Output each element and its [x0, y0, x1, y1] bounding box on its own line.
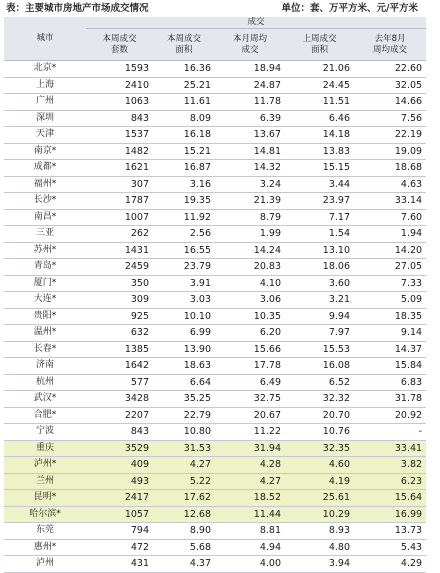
- cell-last-week-area: 23.97: [285, 193, 354, 210]
- cell-city: 青岛*: [4, 259, 86, 276]
- cell-last-week-area: 4.60: [285, 457, 354, 474]
- cell-last-year-aug: 22.60: [354, 61, 426, 78]
- cell-weekly-area: 15.21: [153, 143, 215, 160]
- cell-monthly-avg: 10.35: [215, 308, 285, 325]
- cell-last-week-area: 1.54: [285, 226, 354, 243]
- cell-monthly-avg: 4.10: [215, 275, 285, 292]
- cell-last-year-aug: 4.63: [354, 176, 426, 193]
- table-row: [4, 358, 426, 375]
- cell-monthly-avg: 21.39: [215, 193, 285, 210]
- cell-weekly-units: 309: [86, 292, 153, 309]
- cell-weekly-area: 6.99: [153, 325, 215, 342]
- cell-last-year-aug: 15.64: [354, 490, 426, 507]
- cell-last-year-aug: 22.19: [354, 127, 426, 144]
- table-row: [4, 275, 426, 292]
- cell-city: 宁波: [4, 424, 86, 441]
- cell-weekly-area: 11.61: [153, 94, 215, 111]
- cell-last-year-aug: 7.56: [354, 110, 426, 127]
- cell-weekly-area: 16.55: [153, 242, 215, 259]
- cell-last-week-area: 20.70: [285, 407, 354, 424]
- cell-last-week-area: 11.51: [285, 94, 354, 111]
- cell-city: 兰州: [4, 473, 86, 490]
- cell-city: 杭州: [4, 374, 86, 391]
- cell-monthly-avg: 14.24: [215, 242, 285, 259]
- cell-city: 大连*: [4, 292, 86, 309]
- cell-weekly-units: 794: [86, 523, 153, 540]
- cell-weekly-area: 5.68: [153, 539, 215, 556]
- cell-city: 深圳: [4, 110, 86, 127]
- table-row: [4, 424, 426, 441]
- cell-weekly-units: 2459: [86, 259, 153, 276]
- cell-last-year-aug: 5.09: [354, 292, 426, 309]
- cell-last-year-aug: -: [354, 424, 426, 441]
- cell-weekly-area: 4.27: [153, 457, 215, 474]
- table-row: [4, 473, 426, 490]
- table-row: [4, 325, 426, 342]
- cell-city: 成都*: [4, 160, 86, 177]
- cell-monthly-avg: 17.78: [215, 358, 285, 375]
- cell-monthly-avg: 3.24: [215, 176, 285, 193]
- cell-weekly-units: 843: [86, 424, 153, 441]
- cell-weekly-area: 10.10: [153, 308, 215, 325]
- cell-last-week-area: 15.15: [285, 160, 354, 177]
- cell-last-week-area: 18.06: [285, 259, 354, 276]
- cell-weekly-units: 632: [86, 325, 153, 342]
- cell-weekly-area: 5.22: [153, 473, 215, 490]
- cell-weekly-area: 35.25: [153, 391, 215, 408]
- table-body: [4, 61, 426, 573]
- cell-weekly-units: 3428: [86, 391, 153, 408]
- cell-last-year-aug: 5.43: [354, 539, 426, 556]
- table-row: [4, 539, 426, 556]
- table-row: [4, 259, 426, 276]
- cell-last-year-aug: 7.33: [354, 275, 426, 292]
- header-city: 城市: [4, 17, 86, 61]
- cell-city: 惠州*: [4, 539, 86, 556]
- cell-last-year-aug: 16.99: [354, 506, 426, 523]
- cell-last-week-area: 32.35: [285, 440, 354, 457]
- table-row: [4, 457, 426, 474]
- cell-last-week-area: 4.80: [285, 539, 354, 556]
- caption-unit: 单位：套、万平方米、元/平方米: [281, 3, 418, 14]
- table-row: [4, 176, 426, 193]
- cell-city: 北京*: [4, 61, 86, 78]
- cell-last-week-area: 6.46: [285, 110, 354, 127]
- cell-monthly-avg: 18.94: [215, 61, 285, 78]
- cell-weekly-units: 472: [86, 539, 153, 556]
- cell-weekly-units: 1063: [86, 94, 153, 111]
- cell-last-year-aug: 33.41: [354, 440, 426, 457]
- table-row: [4, 391, 426, 408]
- cell-monthly-avg: 14.81: [215, 143, 285, 160]
- cell-weekly-units: 1482: [86, 143, 153, 160]
- cell-last-week-area: 16.08: [285, 358, 354, 375]
- table-row: [4, 193, 426, 210]
- cell-monthly-avg: 4.00: [215, 556, 285, 573]
- cell-monthly-avg: 11.44: [215, 506, 285, 523]
- table-row: [4, 226, 426, 243]
- cell-last-year-aug: 18.35: [354, 308, 426, 325]
- cell-monthly-avg: 8.79: [215, 209, 285, 226]
- cell-monthly-avg: 11.78: [215, 94, 285, 111]
- cell-last-week-area: 9.94: [285, 308, 354, 325]
- header-last-year-aug: 去年8月 周均成交: [354, 29, 426, 61]
- table-row: [4, 94, 426, 111]
- cell-weekly-area: 18.63: [153, 358, 215, 375]
- caption-title: 表：主要城市房地产市场成交情况: [6, 3, 149, 14]
- table-row: [4, 127, 426, 144]
- cell-weekly-area: 8.90: [153, 523, 215, 540]
- cell-monthly-avg: 24.87: [215, 77, 285, 94]
- cell-city: 南昌*: [4, 209, 86, 226]
- cell-city: 广州: [4, 94, 86, 111]
- cell-last-week-area: 13.83: [285, 143, 354, 160]
- cell-weekly-area: 25.21: [153, 77, 215, 94]
- cell-city: 长春*: [4, 341, 86, 358]
- cell-weekly-units: 2410: [86, 77, 153, 94]
- cell-last-year-aug: 9.14: [354, 325, 426, 342]
- cell-city: 泸州*: [4, 457, 86, 474]
- cell-last-year-aug: 14.37: [354, 341, 426, 358]
- cell-last-week-area: 8.93: [285, 523, 354, 540]
- cell-monthly-avg: 32.75: [215, 391, 285, 408]
- table-row: [4, 160, 426, 177]
- cell-weekly-units: 843: [86, 110, 153, 127]
- table-row: [4, 292, 426, 309]
- table-header: [4, 17, 426, 61]
- table-row: [4, 308, 426, 325]
- header-weekly-units: 本周成交 套数: [86, 29, 153, 61]
- cell-last-week-area: 3.60: [285, 275, 354, 292]
- cell-weekly-area: 4.37: [153, 556, 215, 573]
- cell-monthly-avg: 15.66: [215, 341, 285, 358]
- cell-weekly-area: 31.53: [153, 440, 215, 457]
- cell-weekly-units: 431: [86, 556, 153, 573]
- cell-weekly-units: 1057: [86, 506, 153, 523]
- cell-city: 南京*: [4, 143, 86, 160]
- cell-monthly-avg: 4.94: [215, 539, 285, 556]
- table-row: [4, 242, 426, 259]
- cell-weekly-area: 12.68: [153, 506, 215, 523]
- cell-weekly-area: 6.64: [153, 374, 215, 391]
- cell-last-week-area: 6.52: [285, 374, 354, 391]
- cell-last-year-aug: 15.84: [354, 358, 426, 375]
- cell-last-year-aug: 32.05: [354, 77, 426, 94]
- cell-weekly-area: 16.18: [153, 127, 215, 144]
- table-caption: [6, 2, 436, 16]
- cell-monthly-avg: 3.06: [215, 292, 285, 309]
- cell-weekly-units: 262: [86, 226, 153, 243]
- table-row: [4, 143, 426, 160]
- cell-weekly-area: 16.87: [153, 160, 215, 177]
- cell-last-year-aug: 1.94: [354, 226, 426, 243]
- cell-weekly-area: 11.92: [153, 209, 215, 226]
- cell-weekly-units: 1537: [86, 127, 153, 144]
- cell-weekly-area: 13.90: [153, 341, 215, 358]
- cell-last-week-area: 7.17: [285, 209, 354, 226]
- cell-weekly-area: 16.36: [153, 61, 215, 78]
- cell-last-year-aug: 13.73: [354, 523, 426, 540]
- transactions-table: [4, 17, 426, 573]
- cell-weekly-units: 1642: [86, 358, 153, 375]
- cell-city: 合肥*: [4, 407, 86, 424]
- cell-city: 厦门*: [4, 275, 86, 292]
- cell-last-year-aug: 7.60: [354, 209, 426, 226]
- cell-monthly-avg: 31.94: [215, 440, 285, 457]
- cell-monthly-avg: 14.32: [215, 160, 285, 177]
- cell-monthly-avg: 13.67: [215, 127, 285, 144]
- cell-last-year-aug: 6.83: [354, 374, 426, 391]
- header-monthly-avg: 本月周均 成交: [215, 29, 285, 61]
- cell-last-year-aug: 27.05: [354, 259, 426, 276]
- cell-monthly-avg: 4.27: [215, 473, 285, 490]
- cell-last-week-area: 25.61: [285, 490, 354, 507]
- cell-city: 东莞: [4, 523, 86, 540]
- cell-last-week-area: 32.32: [285, 391, 354, 408]
- cell-weekly-units: 1787: [86, 193, 153, 210]
- cell-weekly-area: 19.35: [153, 193, 215, 210]
- cell-monthly-avg: 8.81: [215, 523, 285, 540]
- cell-last-week-area: 10.76: [285, 424, 354, 441]
- cell-weekly-area: 23.79: [153, 259, 215, 276]
- cell-last-year-aug: 6.23: [354, 473, 426, 490]
- cell-weekly-units: 307: [86, 176, 153, 193]
- cell-last-year-aug: 3.82: [354, 457, 426, 474]
- cell-last-week-area: 14.18: [285, 127, 354, 144]
- table-row: [4, 490, 426, 507]
- cell-city: 温州*: [4, 325, 86, 342]
- cell-last-week-area: 15.53: [285, 341, 354, 358]
- cell-weekly-units: 1007: [86, 209, 153, 226]
- cell-last-year-aug: 33.14: [354, 193, 426, 210]
- cell-city: 苏州*: [4, 242, 86, 259]
- cell-last-year-aug: 20.92: [354, 407, 426, 424]
- table-row: [4, 77, 426, 94]
- cell-weekly-area: 3.91: [153, 275, 215, 292]
- cell-city: 重庆: [4, 440, 86, 457]
- table-row: [4, 556, 426, 573]
- cell-last-year-aug: 19.09: [354, 143, 426, 160]
- cell-weekly-units: 577: [86, 374, 153, 391]
- cell-last-week-area: 24.45: [285, 77, 354, 94]
- cell-city: 天津: [4, 127, 86, 144]
- cell-city: 武汉*: [4, 391, 86, 408]
- cell-city: 昆明*: [4, 490, 86, 507]
- cell-weekly-units: 350: [86, 275, 153, 292]
- cell-weekly-units: 493: [86, 473, 153, 490]
- cell-weekly-units: 1385: [86, 341, 153, 358]
- cell-weekly-area: 2.56: [153, 226, 215, 243]
- cell-last-week-area: 3.21: [285, 292, 354, 309]
- cell-city: 济南: [4, 358, 86, 375]
- cell-last-week-area: 21.06: [285, 61, 354, 78]
- cell-last-year-aug: 14.66: [354, 94, 426, 111]
- cell-weekly-units: 925: [86, 308, 153, 325]
- table-row: [4, 374, 426, 391]
- cell-weekly-area: 10.80: [153, 424, 215, 441]
- cell-city: 三亚: [4, 226, 86, 243]
- cell-weekly-units: 3529: [86, 440, 153, 457]
- cell-last-week-area: 4.19: [285, 473, 354, 490]
- cell-weekly-area: 3.03: [153, 292, 215, 309]
- cell-city: 泸州: [4, 556, 86, 573]
- cell-last-week-area: 3.44: [285, 176, 354, 193]
- cell-last-year-aug: 31.78: [354, 391, 426, 408]
- table-row: [4, 523, 426, 540]
- cell-last-year-aug: 18.68: [354, 160, 426, 177]
- cell-last-year-aug: 4.29: [354, 556, 426, 573]
- table-row: [4, 209, 426, 226]
- table-row: [4, 341, 426, 358]
- cell-monthly-avg: 6.20: [215, 325, 285, 342]
- cell-city: 福州*: [4, 176, 86, 193]
- table-row: [4, 407, 426, 424]
- cell-city: 哈尔滨*: [4, 506, 86, 523]
- cell-weekly-units: 1593: [86, 61, 153, 78]
- cell-weekly-area: 17.62: [153, 490, 215, 507]
- table-row: [4, 506, 426, 523]
- cell-weekly-units: 1621: [86, 160, 153, 177]
- header-group-transactions: 成交: [86, 17, 426, 29]
- cell-monthly-avg: 4.28: [215, 457, 285, 474]
- table-row: [4, 440, 426, 457]
- cell-city: 贵阳*: [4, 308, 86, 325]
- cell-last-year-aug: 14.20: [354, 242, 426, 259]
- cell-weekly-area: 3.16: [153, 176, 215, 193]
- cell-monthly-avg: 20.67: [215, 407, 285, 424]
- cell-last-week-area: 7.97: [285, 325, 354, 342]
- cell-last-week-area: 3.94: [285, 556, 354, 573]
- cell-monthly-avg: 6.49: [215, 374, 285, 391]
- cell-last-week-area: 10.29: [285, 506, 354, 523]
- cell-monthly-avg: 11.22: [215, 424, 285, 441]
- cell-weekly-units: 2417: [86, 490, 153, 507]
- cell-monthly-avg: 1.99: [215, 226, 285, 243]
- cell-weekly-area: 22.79: [153, 407, 215, 424]
- cell-weekly-units: 1431: [86, 242, 153, 259]
- cell-weekly-units: 2207: [86, 407, 153, 424]
- header-weekly-area: 本周成交 面积: [153, 29, 215, 61]
- cell-monthly-avg: 20.83: [215, 259, 285, 276]
- table-row: [4, 110, 426, 127]
- cell-monthly-avg: 18.52: [215, 490, 285, 507]
- cell-last-week-area: 13.10: [285, 242, 354, 259]
- table-row: [4, 61, 426, 78]
- cell-city: 长沙*: [4, 193, 86, 210]
- cell-weekly-units: 409: [86, 457, 153, 474]
- cell-city: 上海: [4, 77, 86, 94]
- cell-weekly-area: 8.09: [153, 110, 215, 127]
- header-last-week-area: 上周成交 面积: [285, 29, 354, 61]
- cell-monthly-avg: 6.39: [215, 110, 285, 127]
